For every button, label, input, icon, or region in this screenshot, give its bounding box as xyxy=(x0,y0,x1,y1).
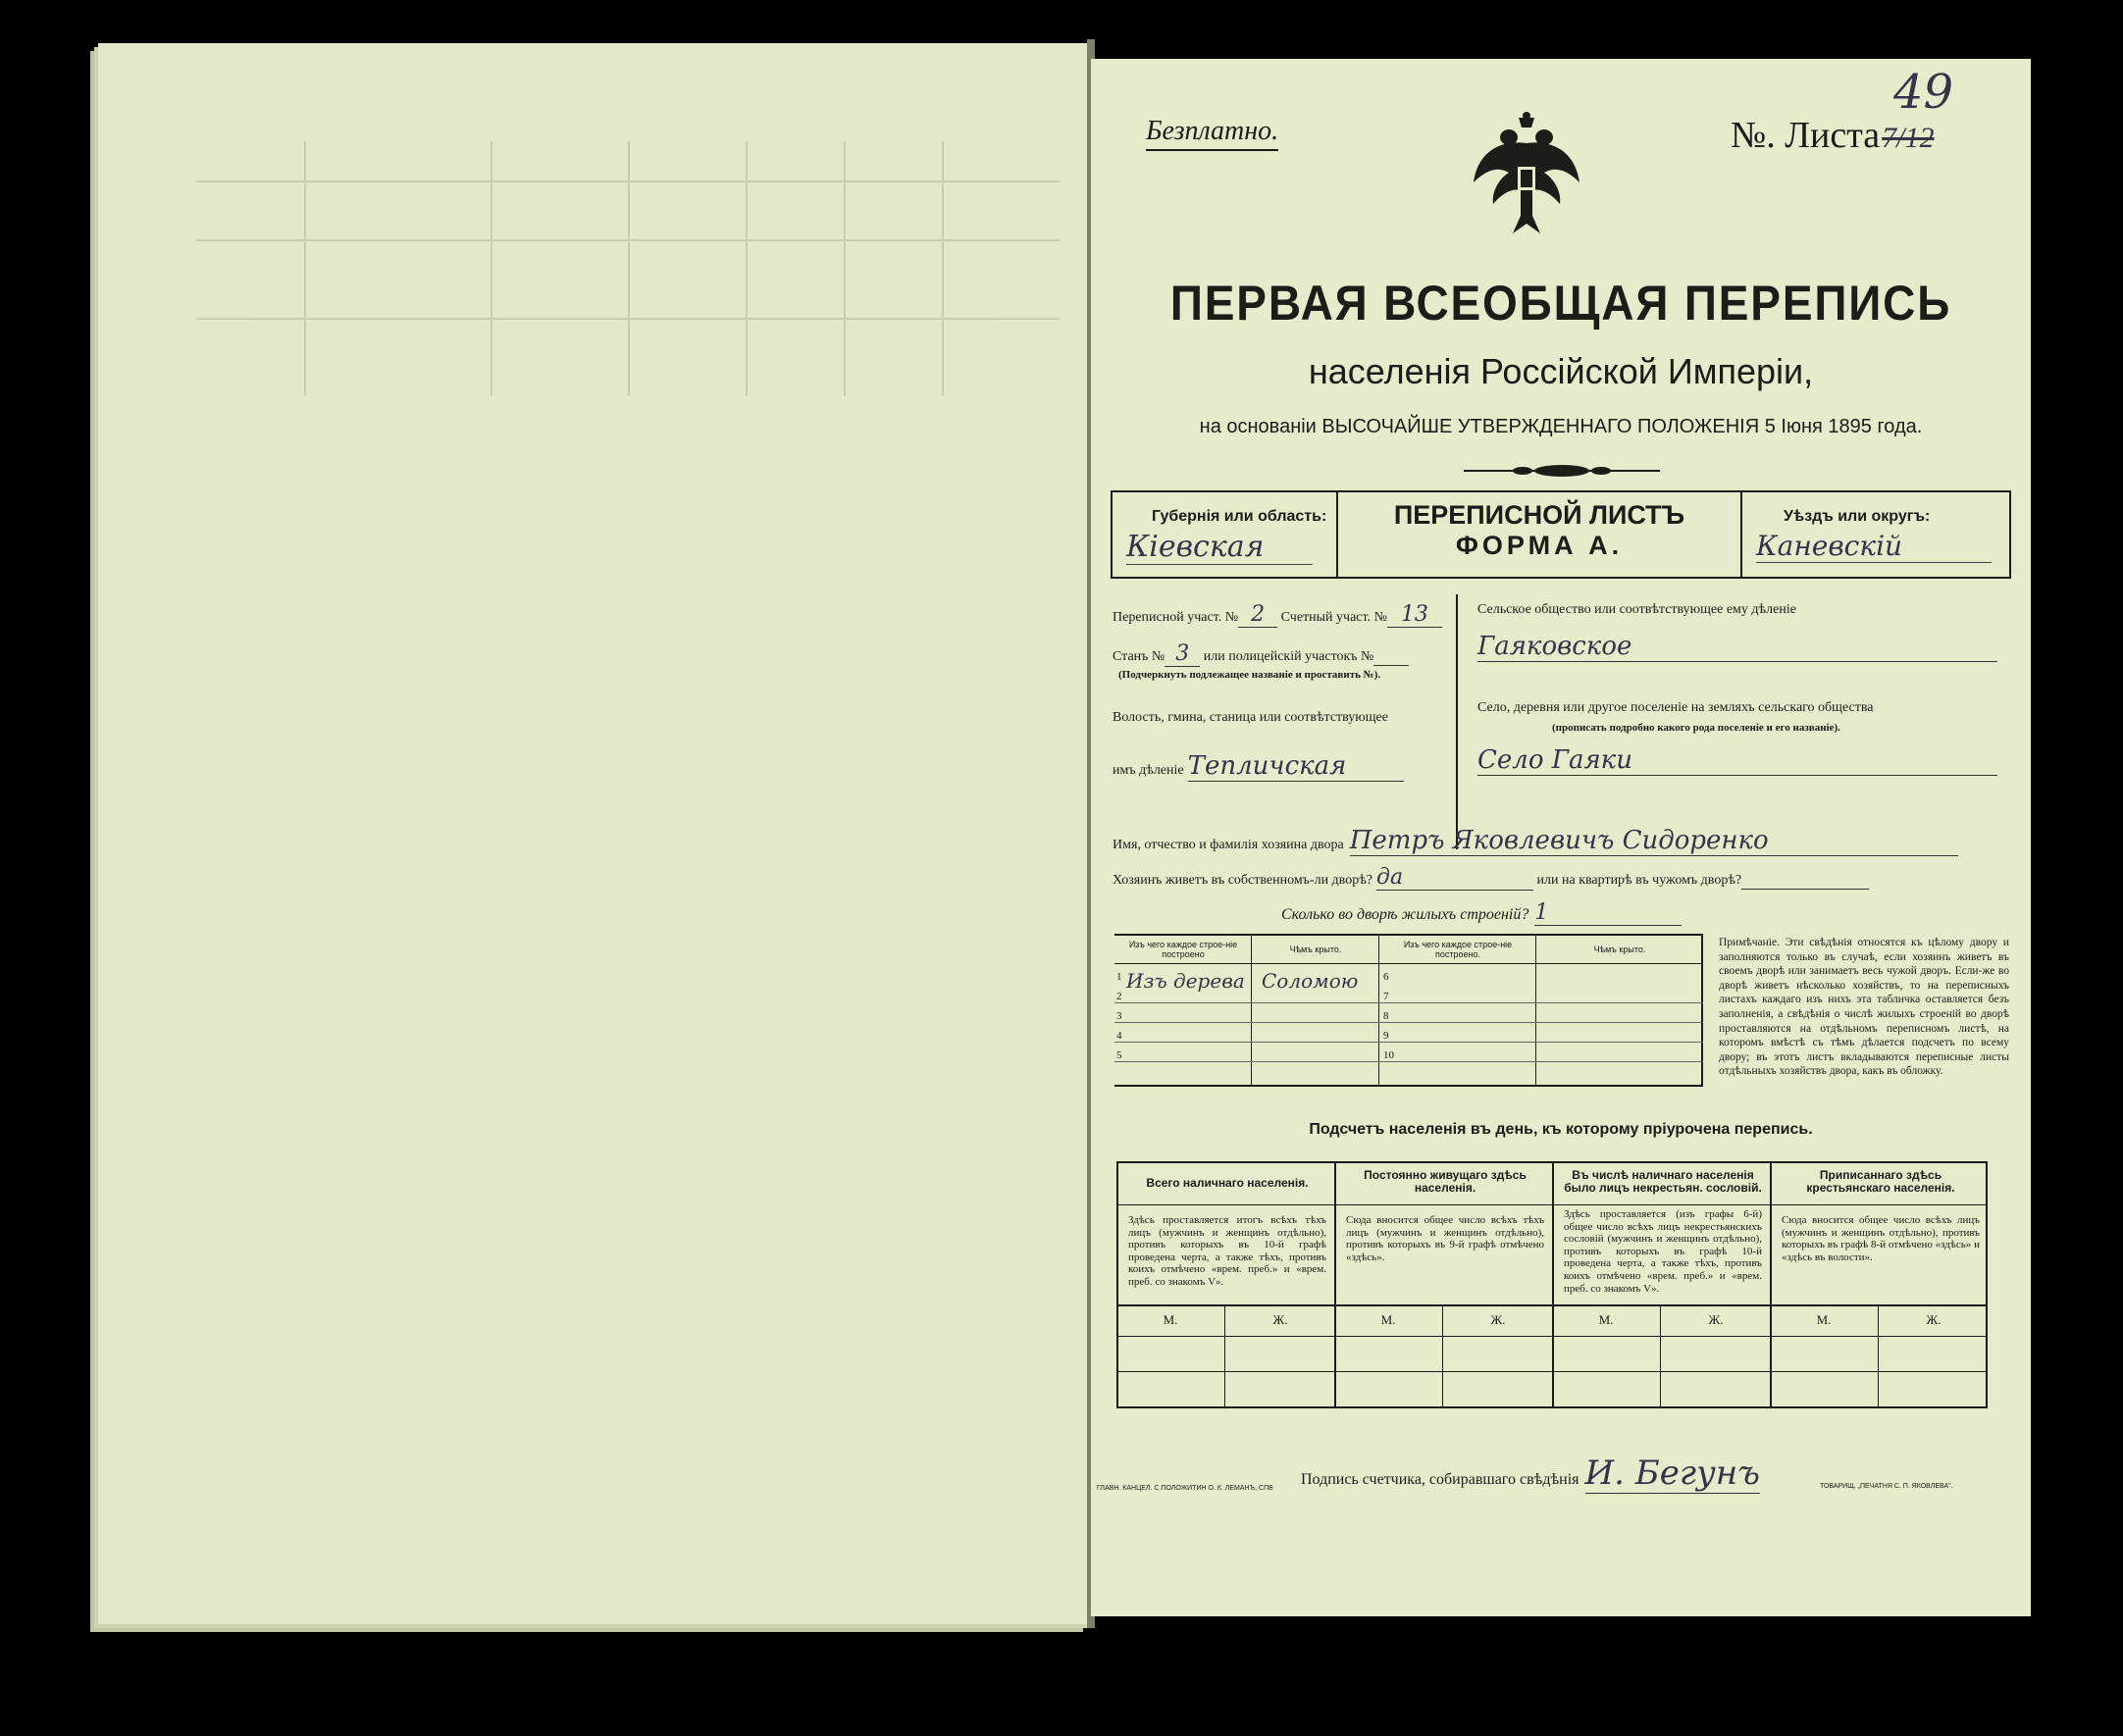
count-desc-1: Здѣсь проставляется итогъ всѣхъ тѣхъ лицъ (мужчинъ и женщинъ отдѣльно), противъ которыхъ въ 10-й графѣ проведена черта, а также тѣхъ, противъ коихъ отмѣчено «врем. преб.» и «врем. преб. со знакомъ V». xyxy=(1128,1214,1326,1288)
count-header-2: Постоянно живущаго здѣсь населенія. xyxy=(1364,1168,1527,1195)
count-f-label: Ж. xyxy=(1272,1312,1288,1327)
volost-label-2: имъ дѣленіе xyxy=(1113,763,1184,778)
count-header-3: Въ числѣ наличнаго населенія было лицъ некрестьян. сословій. xyxy=(1564,1168,1762,1195)
form-name: ПЕРЕПИСНОЙ ЛИСТЪ xyxy=(1393,500,1685,530)
buildings-header-material-2: Изъ чего каждое строе-ніе построено. xyxy=(1403,940,1513,959)
printer-imprint-right: ТОВАРИЩ. „ПЕЧАТНЯ С. П. ЯКОВЛЕВА". xyxy=(1820,1483,1953,1490)
owner-label: Имя, отчество и фамилія хозяина двора xyxy=(1113,838,1344,852)
row-number: 7 xyxy=(1383,991,1389,1002)
society-label: Сельское общество или соотвѣтствующее ему дѣленіе xyxy=(1477,602,1796,617)
society-value: Гаяковское xyxy=(1477,632,1997,662)
alien-yard-label: или на квартирѣ въ чужомъ дворѣ? xyxy=(1536,873,1742,888)
census-district-value: 2 xyxy=(1238,602,1277,628)
volost-label: Волость, гмина, станица или соотвѣтствующее xyxy=(1113,710,1388,725)
row-number: 10 xyxy=(1383,1049,1394,1061)
buildings-count-value: 1 xyxy=(1534,900,1682,926)
stan-value: 3 xyxy=(1165,641,1200,667)
row-number: 5 xyxy=(1116,1049,1122,1061)
buildings-col-4 xyxy=(1536,936,1703,1085)
bleed-through-grid xyxy=(196,141,1060,396)
form-header-box xyxy=(1111,490,2011,579)
row-number: 2 xyxy=(1116,991,1122,1002)
owner-value: Петръ Яковлевичъ Сидоренко xyxy=(1350,826,1958,856)
count-desc-3: Здѣсь проставляется (изъ графы 6-й) общее число всѣхъ лицъ некрестьянскихъ сословій (мужчинъ и женщинъ отдѣльно), противъ которыхъ въ графѣ 10-й проведена черта, а также тѣхъ, противъ коихъ отмѣчено «врем. преб.» и «врем. преб. со знакомъ V». xyxy=(1564,1208,1762,1295)
double-headed-eagle-emblem xyxy=(1470,110,1583,237)
count-m-label: М. xyxy=(1816,1312,1832,1327)
own-yard-value: да xyxy=(1376,865,1533,891)
buildings-header-material: Изъ чего каждое строе-ніе построено xyxy=(1128,940,1238,959)
yard-field xyxy=(1113,865,1869,891)
row-number: 4 xyxy=(1116,1030,1122,1042)
row1-material: Изъ дерева xyxy=(1126,969,1245,993)
signature-value: И. Бегунъ xyxy=(1584,1454,1760,1493)
signature-label: Подпись счетчика, собиравшаго свѣдѣнія xyxy=(1301,1471,1579,1488)
printer-imprint-left: ГЛАВН. КАНЦЕЛ. С.ПОЛОЖИТИН О. К. ЛЕМАНЪ, СПБ xyxy=(1097,1485,1273,1492)
owner-field xyxy=(1113,826,1958,856)
village-field xyxy=(1477,745,1997,776)
count-district-label: Счетный участ. № xyxy=(1280,610,1387,625)
sheet-number-label: №. Листа xyxy=(1731,115,1881,156)
form-title: ПЕРВАЯ ВСЕОБЩАЯ ПЕРЕПИСЬ xyxy=(1169,276,1952,331)
column-divider xyxy=(1456,594,1458,849)
free-label: Безплатно. xyxy=(1146,116,1278,151)
archive-page-number: 49 xyxy=(1893,65,1954,120)
count-header-4: Приписаннаго здѣсь крестьянскаго населенія. xyxy=(1806,1168,1955,1195)
count-desc-4: Сюда вносится общее число всѣхъ лицъ (мужчинъ и женщинъ отдѣльно), противъ которыхъ въ графѣ 8-й отмѣчено «здѣсь» и «здѣсь въ волости». xyxy=(1782,1214,1980,1263)
uezd-cell xyxy=(1740,492,2009,577)
count-m-label: М. xyxy=(1598,1312,1614,1327)
uezd-label: Уѣздъ или округъ: xyxy=(1784,508,1931,525)
form-type: ФОРМА А. xyxy=(1455,531,1624,560)
volost-field xyxy=(1113,751,1404,782)
sheet-number-value: 7/12 xyxy=(1882,122,1935,154)
guberniya-label: Губернія или область: xyxy=(1152,508,1327,525)
sheet-number xyxy=(1731,114,1935,157)
census-district-field xyxy=(1113,602,1442,628)
uezd-value: Каневскій xyxy=(1756,530,1992,563)
buildings-count-field xyxy=(1281,900,1682,926)
society-field xyxy=(1477,632,1997,662)
guberniya-cell xyxy=(1113,492,1338,577)
stan-rest-label: или полицейскій участокъ № xyxy=(1203,649,1374,664)
form-subtitle: населенія Россійской Имперіи, xyxy=(1308,351,1814,391)
count-f-label: Ж. xyxy=(1926,1312,1942,1327)
population-count-table xyxy=(1116,1161,1988,1408)
village-note: (прописать подробно какого рода поселеніе и его названіе). xyxy=(1552,722,1840,734)
own-yard-label: Хозяинъ живетъ въ собственномъ-ли дворѣ? xyxy=(1113,873,1373,888)
village-label: Село, деревня или другое поселеніе на земляхъ сельскаго общества xyxy=(1477,700,1874,715)
buildings-header-roof: Чѣмъ крыто. xyxy=(1289,945,1342,954)
left-page-blank xyxy=(98,43,1091,1624)
form-name-cell xyxy=(1338,492,1740,577)
village-value: Село Гаяки xyxy=(1477,745,1997,776)
count-col-2 xyxy=(1336,1163,1554,1406)
count-f-label: Ж. xyxy=(1708,1312,1724,1327)
census-district-label: Переписной участ. № xyxy=(1113,610,1239,625)
row-number: 1 xyxy=(1116,971,1122,983)
count-m-label: М. xyxy=(1163,1312,1178,1327)
volost-value: Тепличская xyxy=(1188,751,1404,782)
count-f-label: Ж. xyxy=(1490,1312,1506,1327)
ornament-divider xyxy=(1464,463,1660,479)
stan-label: Станъ № xyxy=(1113,649,1165,664)
stan-field xyxy=(1113,641,1409,667)
census-form-page xyxy=(1091,59,2031,1616)
form-basis: на основаніи ВЫСОЧАЙШЕ УТВЕРЖДЕННАГО ПОЛОЖЕНІЯ 5 Іюня 1895 года. xyxy=(1199,416,1923,437)
count-section-title: Подсчетъ населенія въ день, къ которому пріурочена перепись. xyxy=(1309,1121,1813,1138)
stan-note: (Подчеркнуть подлежащее названіе и проставить №). xyxy=(1118,669,1381,681)
buildings-table xyxy=(1114,934,1703,1087)
row-number: 3 xyxy=(1116,1010,1122,1022)
buildings-note: Примѣчаніе. Эти свѣдѣнія относятся къ цѣлому двору и заполняются только въ случаѣ, если хозяинъ живетъ въ своемъ дворѣ или занимаетъ весь чужой дворъ. Если-же во дворѣ живетъ нѣсколько хозяйствъ, то на переписныхъ листахъ каждаго изъ нихъ эта табличка оставляется безъ заполненія, а свѣдѣнія о числѣ жилыхъ строеній во дворѣ проставляются на отдѣльномъ переписномъ листѣ, на которомъ вмѣстѣ съ тѣмъ дѣлается подсчетъ по всему двору; въ этотъ листъ вкладываются переписные листы отдѣльныхъ хозяйствъ двора, какъ въ обложку. xyxy=(1719,937,2009,1078)
row-number: 8 xyxy=(1383,1010,1389,1022)
count-header-1: Всего наличнаго населенія. xyxy=(1146,1176,1309,1190)
row-number: 6 xyxy=(1383,971,1389,983)
buildings-col-2 xyxy=(1252,936,1379,1085)
count-desc-2: Сюда вносится общее число всѣхъ тѣхъ лицъ (мужчинъ и женщинъ отдѣльно), противъ которыхъ въ 9-й графѣ отмѣчено «здѣсь». xyxy=(1346,1214,1544,1263)
count-m-label: М. xyxy=(1380,1312,1396,1327)
guberniya-value: Кіевская xyxy=(1126,530,1313,565)
buildings-header-roof-2: Чѣмъ крыто. xyxy=(1593,945,1646,954)
count-district-value: 13 xyxy=(1387,602,1442,628)
row-number: 9 xyxy=(1383,1030,1389,1042)
enumerator-signature xyxy=(1301,1454,1760,1493)
buildings-count-label: Сколько во дворѣ жилыхъ строеній? xyxy=(1281,906,1529,923)
row1-roof: Соломою xyxy=(1262,969,1359,993)
